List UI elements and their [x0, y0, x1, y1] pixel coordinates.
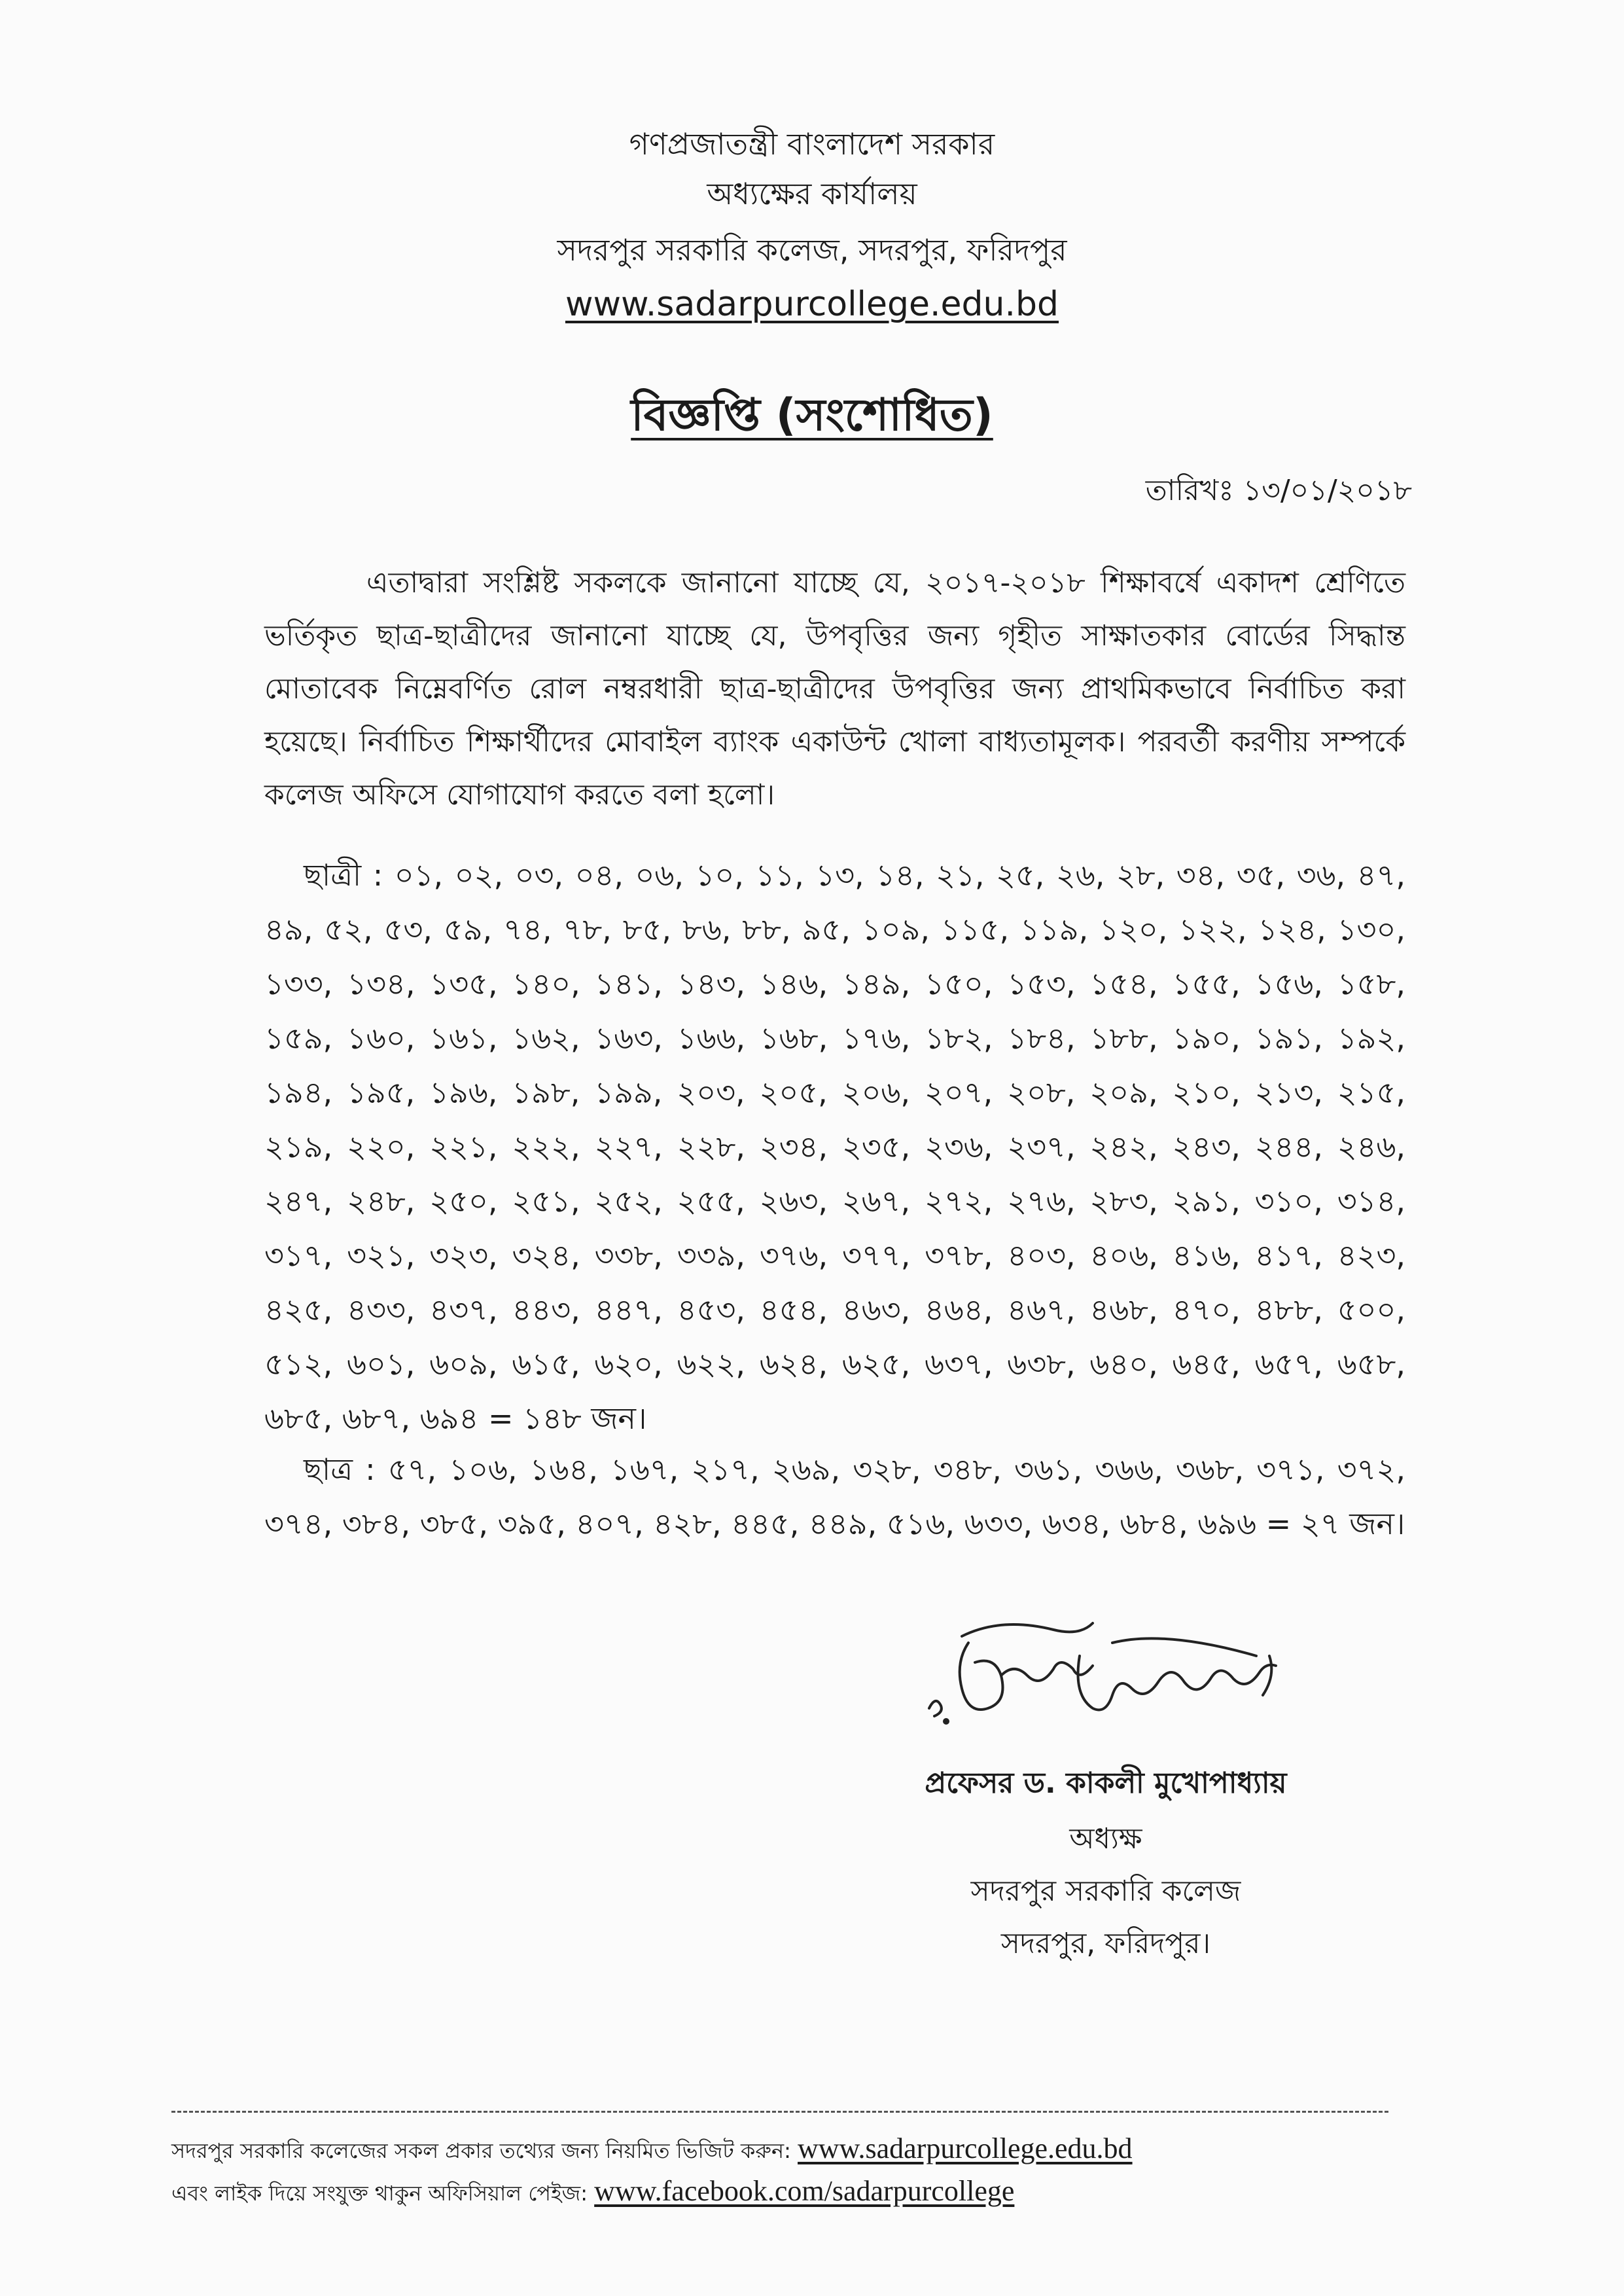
- notice-intro-paragraph: এতাদ্বারা সংশ্লিষ্ট সকলকে জানানো যাচ্ছে যে, ২০১৭-২০১৮ শিক্ষাবর্ষে একাদশ শ্রেণিতে ভর্তিকৃত ছাত্র-ছাত্রীদের জানানো যাচ্ছে যে, উপবৃত্তির জন্য গৃহীত সাক্ষাতকার বোর্ডের সিদ্ধান্ত মোতাবেক নিম্নেবর্ণিত রোল নম্বরধারী ছাত্র-ছাত্রীদের উপবৃত্তির জন্য প্রাথমিকভাবে নির্বাচিত করা হয়েছে। নির্বাচিত শিক্ষার্থীদের মোবাইল ব্যাংক একাউন্ট খোলা বাধ্যতামূলক। পরবর্তী করণীয় সম্পর্কে কলেজ অফিসে যোগাযোগ করতে বলা হলো।: [264, 566, 1405, 812]
- footer-website-link[interactable]: www.sadarpurcollege.edu.bd: [798, 2132, 1133, 2164]
- signatory-designation: অধ্যক্ষ: [1069, 1822, 1142, 1856]
- notice-title: বিজ্ঞপ্তি (সংশোধিত): [631, 389, 993, 441]
- footer-website-text: সদরপুর সরকারি কলেজের সকল প্রকার তথ্যের জন্য নিয়মিত ভিজিট করুন:: [171, 2138, 791, 2163]
- signature-image: [916, 1617, 1322, 1748]
- footer-line-website: [171, 2130, 1415, 2169]
- male-students-roll-list: ছাত্র : ৫৭, ১০৬, ১৬৪, ১৬৭, ২১৭, ২৬৯, ৩২৮, ৩৪৮, ৩৬১, ৩৬৬, ৩৬৮, ৩৭১, ৩৭২, ৩৭৪, ৩৮৪, ৩৮৫, ৩৯৫, ৪০৭, ৪২৮, ৪৪৫, ৪৪৯, ৫১৬, ৬৩৩, ৬৩৪, ৬৮৪, ৬৯৬ = ২৭ জন।: [264, 1452, 1405, 1541]
- footer-divider: [171, 2111, 1388, 2113]
- header-office-line: অধ্যক্ষের কার্যালয়: [707, 176, 917, 211]
- signatory-address: সদরপুর, ফরিদপুর।: [1000, 1927, 1211, 1960]
- footer-facebook-link[interactable]: www.facebook.com/sadarpurcollege: [594, 2175, 1015, 2207]
- footer-facebook-text: এবং লাইক দিয়ে সংযুক্ত থাকুন অফিসিয়াল পেইজ:: [171, 2181, 588, 2206]
- header-website-link[interactable]: www.sadarpurcollege.edu.bd: [565, 285, 1059, 324]
- signatory-college: সদরপুর সরকারি কলেজ: [970, 1874, 1241, 1908]
- signatory-name: প্রফেসর ড. কাকলী মুখোপাধ্যায়: [925, 1767, 1287, 1800]
- header-government-line: গণপ্রজাতন্ত্রী বাংলাদেশ সরকার: [629, 126, 995, 162]
- footer-line-facebook: [171, 2173, 1415, 2212]
- notice-date: তারিখঃ ১৩/০১/২০১৮: [1145, 474, 1412, 507]
- header-college-line: সদরপুর সরকারি কলেজ, সদরপুর, ফরিদপুর: [557, 232, 1067, 268]
- female-students-roll-list: ছাত্রী : ০১, ০২, ০৩, ০৪, ০৬, ১০, ১১, ১৩, ১৪, ২১, ২৫, ২৬, ২৮, ৩৪, ৩৫, ৩৬, ৪৭, ৪৯, ৫২, ৫৩, ৫৯, ৭৪, ৭৮, ৮৫, ৮৬, ৮৮, ৯৫, ১০৯, ১১৫, ১১৯, ১২০, ১২২, ১২৪, ১৩০, ১৩৩, ১৩৪, ১৩৫, ১৪০, ১৪১, ১৪৩, ১৪৬, ১৪৯, ১৫০, ১৫৩, ১৫৪, ১৫৫, ১৫৬, ১৫৮, ১৫৯, ১৬০, ১৬১, ১৬২, ১৬৩, ১৬৬, ১৬৮, ১৭৬, ১৮২, ১৮৪, ১৮৮, ১৯০, ১৯১, ১৯২, ১৯৪, ১৯৫, ১৯৬, ১৯৮, ১৯৯, ২০৩, ২০৫, ২০৬, ২০৭, ২০৮, ২০৯, ২১০, ২১৩, ২১৫, ২১৯, ২২০, ২২১, ২২২, ২২৭, ২২৮, ২৩৪, ২৩৫, ২৩৬, ২৩৭, ২৪২, ২৪৩, ২৪৪, ২৪৬, ২৪৭, ২৪৮, ২৫০, ২৫১, ২৫২, ২৫৫, ২৬৩, ২৬৭, ২৭২, ২৭৬, ২৮৩, ২৯১, ৩১০, ৩১৪, ৩১৭, ৩২১, ৩২৩, ৩২৪, ৩৩৮, ৩৩৯, ৩৭৬, ৩৭৭, ৩৭৮, ৪০৩, ৪০৬, ৪১৬, ৪১৭, ৪২৩, ৪২৫, ৪৩৩, ৪৩৭, ৪৪৩, ৪৪৭, ৪৫৩, ৪৫৪, ৪৬৩, ৪৬৪, ৪৬৭, ৪৬৮, ৪৭০, ৪৮৮, ৫০০, ৫১২, ৬০১, ৬০৯, ৬১৫, ৬২০, ৬২২, ৬২৪, ৬২৫, ৬৩৭, ৬৩৮, ৬৪০, ৬৪৫, ৬৫৭, ৬৫৮, ৬৮৫, ৬৮৭, ৬৯৪ = ১৪৮ জন।: [264, 857, 1405, 1436]
